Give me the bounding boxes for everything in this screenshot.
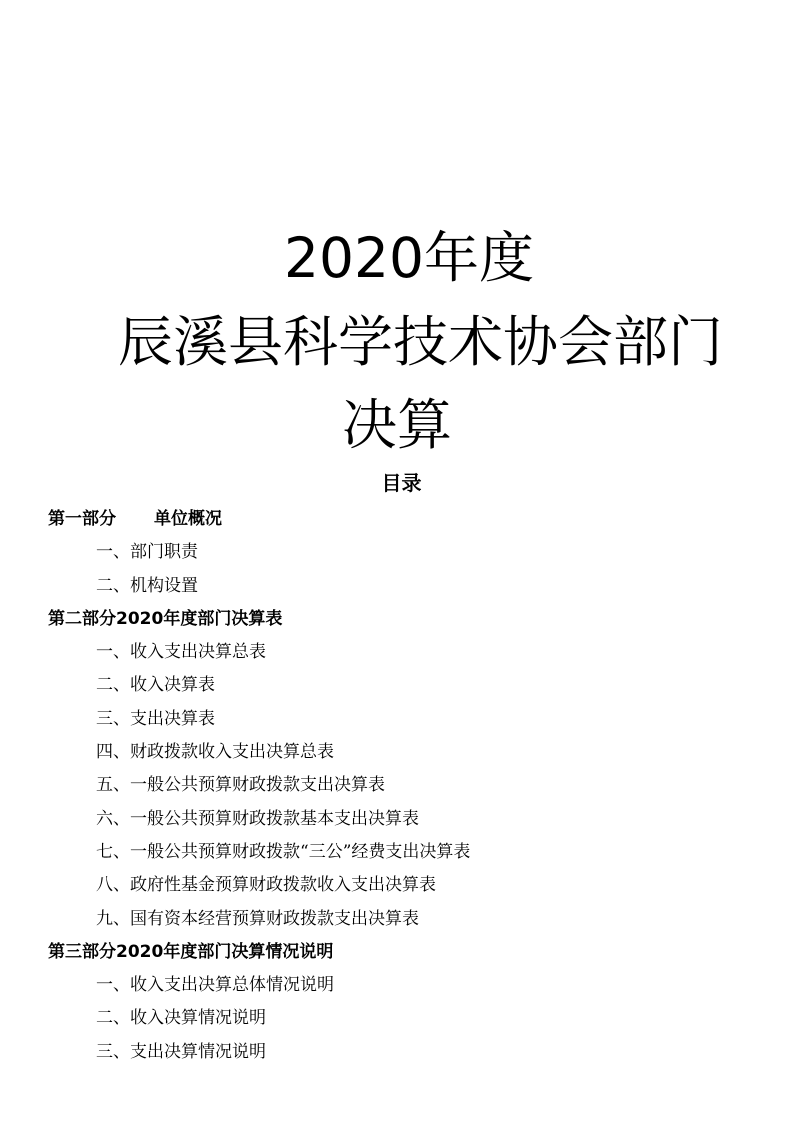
toc-part-1-label: 第一部分: [48, 509, 116, 529]
toc-part-1-title: [48, 503, 768, 536]
title-document-type: 决算: [342, 393, 453, 457]
toc-item: 六、一般公共预算财政拨款基本支出决算表: [96, 808, 419, 829]
toc-item: 三、支出决算情况说明: [96, 1041, 266, 1062]
toc-part-3: [48, 936, 768, 1069]
toc-item: 三、支出决算表: [96, 708, 215, 729]
toc-item: 二、收入决算情况说明: [96, 1008, 266, 1029]
toc-part-3-title: 第三部分2020年度部门决算情况说明: [48, 941, 334, 962]
toc-part-1: [48, 503, 768, 603]
toc-item: 二、收入决算表: [96, 675, 215, 696]
title-organization: 辰溪县科学技术协会部门: [118, 310, 724, 374]
toc-item: 九、国有资本经营预算财政拨款支出决算表: [96, 908, 419, 929]
toc-part-2: [48, 603, 768, 936]
toc-part-2-title: 第二部分2020年度部门决算表: [48, 608, 283, 629]
toc-item: 一、收入支出决算总表: [96, 642, 266, 663]
toc-item: 四、财政拨款收入支出决算总表: [96, 742, 334, 763]
table-of-contents: [48, 503, 768, 1069]
toc-part-1-name: 单位概况: [154, 509, 222, 529]
toc-item: 一、部门职责: [96, 542, 198, 563]
toc-item: 五、一般公共预算财政拨款支出决算表: [96, 775, 385, 796]
title-year: 2020年度: [284, 226, 534, 290]
toc-item: 八、政府性基金预算财政拨款收入支出决算表: [96, 875, 436, 896]
toc-item: 二、机构设置: [96, 575, 198, 596]
toc-item: 七、一般公共预算财政拨款“三公”经费支出决算表: [96, 841, 471, 862]
toc-item: 一、收入支出决算总体情况说明: [96, 975, 334, 996]
toc-heading: 目录: [381, 471, 422, 495]
